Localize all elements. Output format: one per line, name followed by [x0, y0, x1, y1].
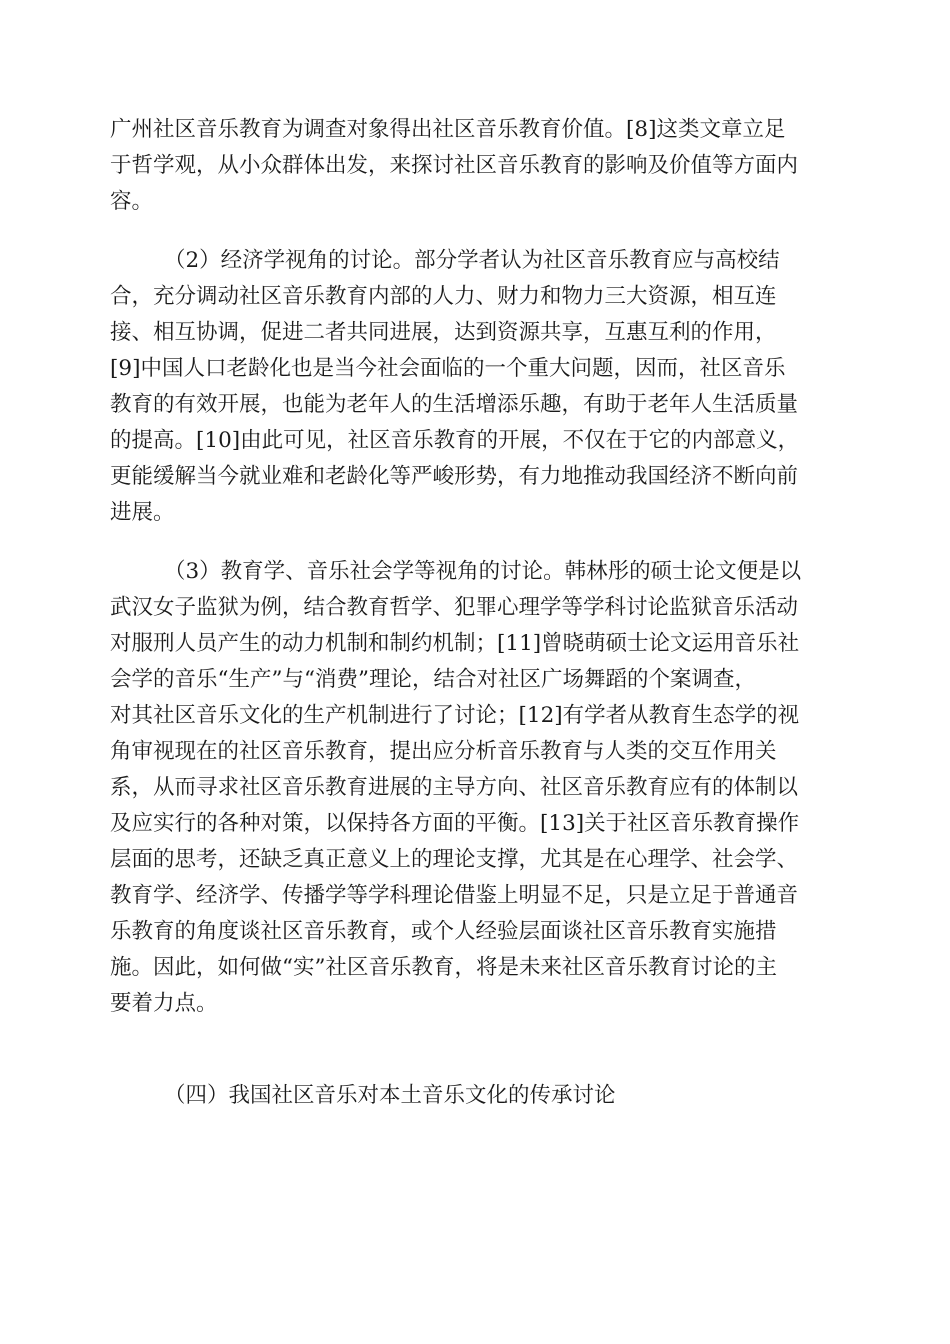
text-line: 乐教育的角度谈社区音乐教育，或个人经验层面谈社区音乐教育实施措 — [110, 919, 777, 944]
text-line: 及应实行的各种对策，以保持各方面的平衡。[13]关于社区音乐教育操作 — [110, 811, 800, 836]
text-line: 教育的有效开展，也能为老年人的生活增添乐趣，有助于老年人生活质量 — [110, 392, 799, 417]
text-line: 角审视现在的社区音乐教育，提出应分析音乐教育与人类的交互作用关 — [110, 739, 777, 764]
text-line: 层面的思考，还缺乏真正意义上的理论支撑，尤其是在心理学、社会学、 — [110, 847, 799, 872]
paragraph-economics — [110, 243, 840, 531]
text-line: 系，从而寻求社区音乐教育进展的主导方向、社区音乐教育应有的体制以 — [110, 775, 799, 800]
text-line: [9]中国人口老龄化也是当今社会面临的一个重大问题，因而，社区音乐 — [110, 356, 786, 381]
text-line: 会学的音乐“生产”与“消费”理论，结合对社区广场舞蹈的个案调查， — [110, 667, 756, 692]
section-heading-text: （四）我国社区音乐对本土音乐文化的传承讨论 — [164, 1083, 616, 1108]
text-line: 武汉女子监狱为例，结合教育哲学、犯罪心理学等学科讨论监狱音乐活动 — [110, 595, 799, 620]
text-line: 进展。 — [110, 500, 175, 525]
section-heading — [110, 1078, 840, 1114]
text-line: 教育学、经济学、传播学等学科理论借鉴上明显不足，只是立足于普通音 — [110, 883, 799, 908]
text-line: 对其社区音乐文化的生产机制进行了讨论；[12]有学者从教育生态学的视 — [110, 703, 800, 728]
text-line: 要着力点。 — [110, 991, 218, 1016]
paragraph-education-sociology — [110, 554, 840, 1022]
text-line: 更能缓解当今就业难和老龄化等严峻形势，有力地推动我国经济不断向前 — [110, 464, 799, 489]
text-line: 对服刑人员产生的动力机制和制约机制；[11]曾晓萌硕士论文运用音乐社 — [110, 631, 800, 656]
text-line: （2）经济学视角的讨论。部分学者认为社区音乐教育应与高校结 — [164, 248, 780, 273]
text-line: 于哲学观，从小众群体出发，来探讨社区音乐教育的影响及价值等方面内 — [110, 153, 799, 178]
text-line: 的提高。[10]由此可见，社区音乐教育的开展，不仅在于它的内部意义， — [110, 428, 800, 453]
paragraph-continuation — [110, 112, 840, 220]
text-line: （3）教育学、音乐社会学等视角的讨论。韩林彤的硕士论文便是以 — [164, 559, 802, 584]
text-line: 广州社区音乐教育为调查对象得出社区音乐教育价值。[8]这类文章立足 — [110, 117, 786, 142]
text-line: 接、相互协调，促进二者共同进展，达到资源共享，互惠互利的作用， — [110, 320, 777, 345]
text-line: 合，充分调动社区音乐教育内部的人力、财力和物力三大资源，相互连 — [110, 284, 777, 309]
text-line: 施。因此，如何做“实”社区音乐教育，将是未来社区音乐教育讨论的主 — [110, 955, 777, 980]
text-line: 容。 — [110, 189, 154, 214]
